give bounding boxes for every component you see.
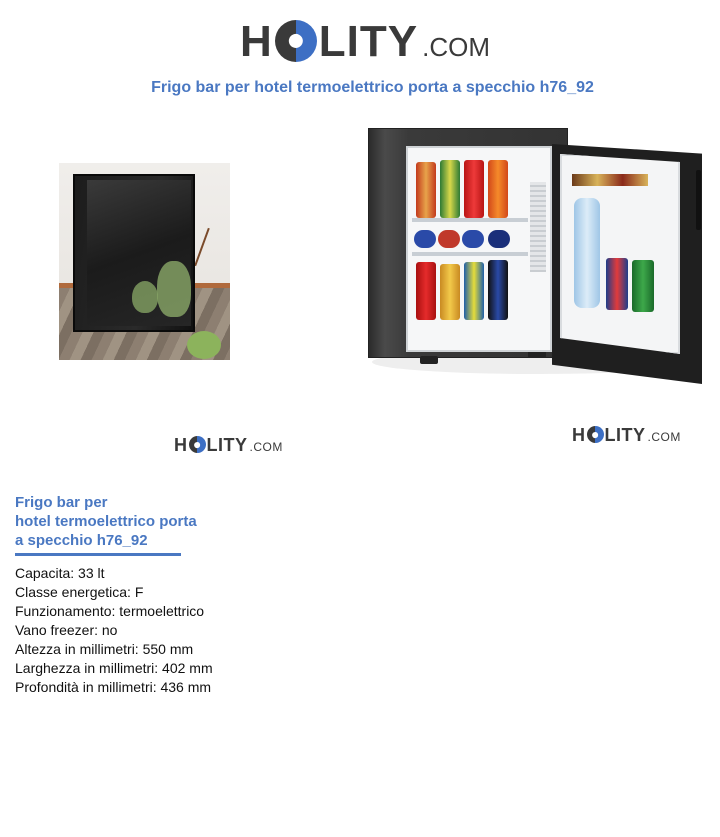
brand-logo[interactable] <box>240 14 490 67</box>
bottle <box>438 230 460 248</box>
brand-logo-text-start: H <box>174 435 188 455</box>
decor-twig <box>194 228 210 266</box>
spec-item: Profondità in millimetri: 436 mm <box>15 679 212 695</box>
heading-underline <box>15 553 181 556</box>
spec-item: Larghezza in millimetri: 402 mm <box>15 660 213 676</box>
can <box>440 160 460 218</box>
fridge-shelf <box>412 252 528 256</box>
can <box>416 162 436 218</box>
fridge-door-inner <box>560 154 680 354</box>
fridge-foot <box>420 356 438 364</box>
bottle <box>488 230 510 248</box>
spec-item: Vano freezer: no <box>15 622 118 638</box>
fridge-interior <box>406 146 552 352</box>
brand-logo-o-icon <box>275 20 317 62</box>
can <box>416 262 436 320</box>
product-image-closed[interactable] <box>59 163 230 360</box>
spec-item: Funzionamento: termoelettrico <box>15 603 205 619</box>
can <box>464 160 484 218</box>
bottle <box>414 230 436 248</box>
door-items <box>572 174 648 186</box>
spec-item: Altezza in millimetri: 550 mm <box>15 641 194 657</box>
can <box>464 262 484 320</box>
product-image-open[interactable] <box>362 122 708 392</box>
product-heading <box>15 493 197 550</box>
decor-vase <box>132 281 158 313</box>
decor-vase <box>187 331 221 359</box>
can <box>488 160 508 218</box>
fridge-shelf <box>412 218 528 222</box>
can <box>606 258 628 310</box>
bottle <box>462 230 484 248</box>
brand-logo-domain: .COM <box>422 32 490 62</box>
brand-logo-text-end: LITY <box>604 425 646 445</box>
decor-vase <box>157 261 191 317</box>
brand-logo-text-end: LITY <box>206 435 248 455</box>
fridge-vent <box>530 182 546 272</box>
product-heading-line: hotel termoelettrico porta <box>15 513 197 530</box>
can <box>632 260 654 312</box>
brand-logo-small <box>572 424 681 446</box>
brand-logo-text-start: H <box>240 17 273 66</box>
spec-item: Capacita: 33 lt <box>15 565 105 581</box>
brand-logo-text-start: H <box>572 425 586 445</box>
brand-logo-small <box>174 434 283 456</box>
water-bottle <box>574 198 600 308</box>
brand-logo-domain: .COM <box>249 440 283 454</box>
brand-logo-o-icon <box>189 436 206 453</box>
can <box>488 260 508 320</box>
spec-list <box>15 564 213 697</box>
brand-logo-o-icon <box>587 426 604 443</box>
door-handle <box>696 170 701 230</box>
page-title: Frigo bar per hotel termoelettrico porta a specchio h76_92 <box>151 79 594 96</box>
product-heading-line: Frigo bar per <box>15 494 108 511</box>
spec-item: Classe energetica: F <box>15 584 144 600</box>
brand-logo-domain: .COM <box>647 430 681 444</box>
brand-logo-text-end: LITY <box>318 17 419 66</box>
can <box>440 264 460 320</box>
product-heading-line: a specchio h76_92 <box>15 532 148 549</box>
